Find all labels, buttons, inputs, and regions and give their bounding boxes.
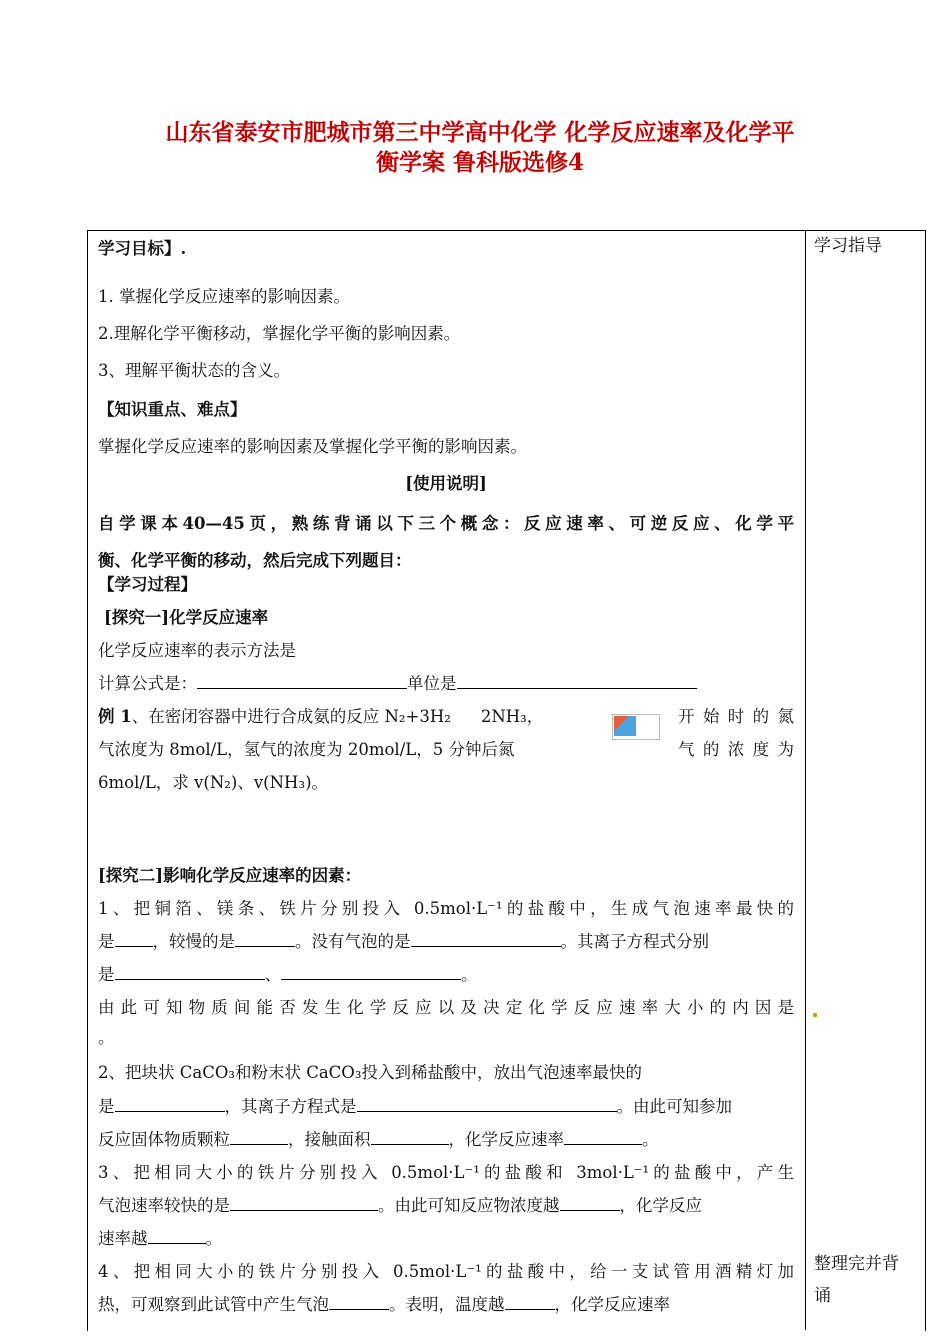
q1-blank-fastest[interactable] — [115, 932, 153, 947]
q2-text-f: ，化学反应速率 — [448, 1130, 564, 1149]
column-divider — [805, 230, 806, 1330]
marker-dot — [813, 1013, 817, 1017]
goal-item-2: 2.理解化学平衡移动，掌握化学平衡的影响因素。 — [98, 324, 461, 343]
unit-blank[interactable] — [457, 674, 697, 689]
q4-blank-bubbles[interactable] — [329, 1295, 389, 1310]
q2-blank-equation[interactable] — [357, 1097, 617, 1112]
goals-heading: 学习目标】. — [98, 239, 187, 258]
q1-text-g: 。 — [461, 965, 478, 984]
goal-item-3: 3、理解平衡状态的含义。 — [98, 361, 290, 380]
q4-line-1: 4、把相同大小的铁片分别投入 0.5mol·L⁻¹的盐酸中，给一支试管用酒精灯加 — [98, 1262, 794, 1281]
q4-text-a: 热，可观察到此试管中产生气泡 — [98, 1295, 329, 1314]
explore2-heading: [探究二]影响化学反应速率的因素： — [98, 866, 362, 885]
q1-blank-slower[interactable] — [235, 932, 295, 947]
example-text-1b: 2NH₃， — [480, 707, 544, 726]
image-placeholder-icon — [614, 716, 636, 736]
q1-blank-equation-2[interactable] — [281, 965, 461, 980]
q2-blank-rate[interactable] — [564, 1130, 642, 1145]
usage-line-2: 衡、化学平衡的移动，然后完成下列题目： — [98, 551, 412, 570]
q1-blank-none[interactable] — [411, 932, 561, 947]
q1-text-e: 是 — [98, 965, 115, 984]
q1-line-4: 由此可知物质间能否发生化学反应以及决定化学反应速率大小的内因是 — [98, 998, 794, 1017]
q4-line-2 — [98, 1291, 794, 1315]
title-line-2: 衡学案 鲁科版选修4 — [375, 149, 584, 176]
q3-text-c: ，化学反应 — [619, 1196, 702, 1215]
q3-text-a: 气泡速率较快的是 — [98, 1196, 230, 1215]
q1-line-2 — [98, 928, 794, 952]
key-text: 掌握化学反应速率的影响因素及掌握化学平衡的影响因素。 — [98, 437, 527, 456]
q2-text-d: 反应固体物质颗粒 — [98, 1130, 230, 1149]
goal-item-1: 1. 掌握化学反应速率的影响因素。 — [98, 287, 350, 306]
q3-blank-concentration[interactable] — [560, 1196, 620, 1211]
q3-line-1: 3、把相同大小的铁片分别投入 0.5mol·L⁻¹的盐酸和 3mol·L⁻¹的盐酸中，产生 — [98, 1163, 794, 1182]
process-heading: 【学习过程】 — [98, 575, 197, 594]
key-heading: 【知识重点、难点】 — [98, 400, 247, 419]
title-line-1: 山东省泰安市肥城市第三中学高中化学 化学反应速率及化学平 — [165, 119, 795, 146]
q4-text-b: 。表明，温度越 — [389, 1295, 505, 1314]
q1-text-a: 是 — [98, 932, 115, 951]
q2-text-a: 是 — [98, 1097, 115, 1116]
q4-text-c: ，化学反应速率 — [554, 1295, 670, 1314]
q1-line-3 — [98, 961, 794, 985]
example-text-1c: 开始时的氮 — [678, 707, 794, 726]
formula-blank[interactable] — [197, 674, 407, 689]
side-review-line-2: 诵 — [814, 1286, 831, 1306]
q2-text-c: 。由此可知参加 — [616, 1097, 732, 1116]
q2-text-e: ，接触面积 — [288, 1130, 371, 1149]
q1-blank-equation-1[interactable] — [115, 965, 265, 980]
q2-line-2 — [98, 1093, 794, 1117]
q2-line-1: 2、把块状 CaCO₃和粉末状 CaCO₃投入到稀盐酸中，放出气泡速率最快的 — [98, 1063, 642, 1082]
q3-blank-faster[interactable] — [230, 1196, 378, 1211]
usage-heading: [使用说明] — [405, 474, 487, 493]
q1-text-c: 。没有气泡的是 — [295, 932, 411, 951]
q1-text-f: 、 — [264, 965, 281, 984]
example-label: 例 1 — [98, 707, 132, 726]
q3-text-b: 。由此可知反应物浓度越 — [378, 1196, 560, 1215]
q3-line-3 — [98, 1225, 794, 1249]
q3-text-d: 速率越 — [98, 1229, 148, 1248]
explore1-heading: [探究一]化学反应速率 — [104, 608, 269, 627]
q2-blank-particle[interactable] — [230, 1130, 288, 1145]
example1-line-2: 气浓度为 8mol/L，氢气的浓度为 20mol/L，5 分钟后氮 — [98, 740, 515, 759]
example-text-2b: 气的浓度为 — [678, 740, 794, 759]
q4-blank-temperature[interactable] — [505, 1295, 555, 1310]
side-review-line-1: 整理完并背 — [814, 1254, 899, 1274]
q3-blank-rate[interactable] — [148, 1229, 206, 1244]
unit-label: 单位是 — [407, 674, 457, 693]
q3-line-2 — [98, 1192, 794, 1216]
usage-line-1: 自学课本40—45页，熟练背诵以下三个概念：反应速率、可逆反应、化学平 — [98, 514, 794, 533]
q1-line-5: 。 — [98, 1028, 115, 1047]
side-guide-label: 学习指导 — [814, 236, 882, 256]
q3-text-e: 。 — [205, 1229, 222, 1248]
repr-line: 化学反应速率的表示方法是 — [98, 641, 296, 660]
example1-line-3: 6mol/L，求 v(N₂)、v(NH₃)。 — [98, 773, 329, 792]
q1-text-b: ，较慢的是 — [152, 932, 235, 951]
q2-line-3 — [98, 1126, 794, 1150]
q1-text-d: 。其离子方程式分别 — [560, 932, 709, 951]
q2-blank-fastest[interactable] — [115, 1097, 225, 1112]
q1-line-1: 1、把铜箔、镁条、铁片分别投入 0.5mol·L⁻¹的盐酸中，生成气泡速率最快的 — [98, 899, 794, 918]
formula-line — [98, 670, 794, 694]
q2-text-b: ，其离子方程式是 — [224, 1097, 357, 1116]
q2-text-g: 。 — [642, 1130, 659, 1149]
example-text-1a: 、在密闭容器中进行合成氨的反应 N₂+3H₂ — [131, 707, 451, 726]
q2-blank-area[interactable] — [371, 1130, 449, 1145]
formula-label: 计算公式是： — [98, 674, 197, 693]
document-title — [100, 118, 860, 178]
